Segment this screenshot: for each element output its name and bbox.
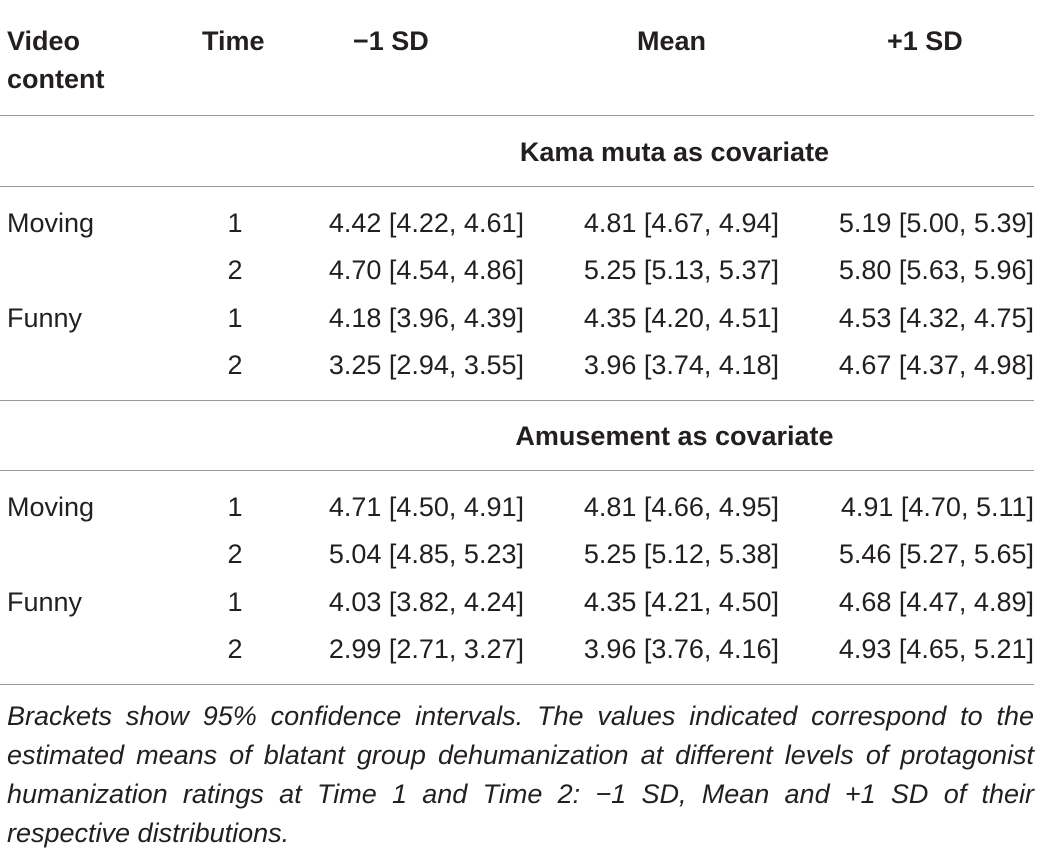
cell-video: Funny — [7, 587, 83, 617]
cell-time: 2 — [227, 539, 243, 569]
cell-mean: 5.25 [5.12, 5.38] — [583, 539, 779, 569]
cell-mean: 5.25 [5.13, 5.37] — [583, 255, 779, 285]
header-minus-sd: −1 SD — [353, 26, 429, 56]
cell-plus-sd: 5.46 [5.27, 5.65] — [838, 539, 1034, 569]
cell-mean: 4.81 [4.67, 4.94] — [583, 208, 779, 238]
table-row — [0, 626, 1041, 673]
header-time: Time — [202, 26, 265, 56]
cell-minus-sd: 4.18 [3.96, 4.39] — [328, 303, 524, 333]
cell-video: Funny — [7, 303, 83, 333]
cell-plus-sd: 4.53 [4.32, 4.75] — [838, 303, 1034, 333]
cell-plus-sd: 4.93 [4.65, 5.21] — [838, 634, 1034, 664]
cell-minus-sd: 4.71 [4.50, 4.91] — [328, 492, 524, 522]
header-video-content-line1: Video — [7, 26, 81, 56]
table-row — [0, 295, 1041, 342]
rule-table-bottom — [0, 684, 1034, 685]
table-row — [0, 247, 1041, 294]
cell-mean: 3.96 [3.74, 4.18] — [583, 350, 779, 380]
cell-mean: 4.35 [4.20, 4.51] — [583, 303, 779, 333]
header-video-content-line2: content — [7, 64, 105, 94]
table-row — [0, 484, 1041, 531]
cell-minus-sd: 3.25 [2.94, 3.55] — [328, 350, 524, 380]
cell-time: 1 — [227, 303, 243, 333]
cell-plus-sd: 4.68 [4.47, 4.89] — [838, 587, 1034, 617]
table-row — [0, 200, 1041, 247]
cell-video: Moving — [7, 208, 95, 238]
header-video-content — [7, 22, 105, 98]
cell-minus-sd: 4.70 [4.54, 4.86] — [328, 255, 524, 285]
cell-time: 1 — [227, 587, 243, 617]
rule-section-2 — [0, 470, 1034, 471]
cell-plus-sd: 5.80 [5.63, 5.96] — [838, 255, 1034, 285]
table-footnote: Brackets show 95% confidence intervals. The values indicated correspond to the estimated means of blatant group dehumanization at different levels of protagonist humanization ratings at Time 1 and Time 2: −1 SD, Mean and +1 SD of their respective distributions. — [7, 701, 1034, 848]
table-row — [0, 342, 1041, 389]
cell-time: 2 — [227, 634, 243, 664]
cell-plus-sd: 5.19 [5.00, 5.39] — [838, 208, 1034, 238]
cell-time: 1 — [227, 208, 243, 238]
cell-time: 2 — [227, 255, 243, 285]
cell-mean: 4.35 [4.21, 4.50] — [583, 587, 779, 617]
cell-mean: 3.96 [3.76, 4.16] — [583, 634, 779, 664]
cell-video: Moving — [7, 492, 95, 522]
cell-plus-sd: 4.67 [4.37, 4.98] — [838, 350, 1034, 380]
rule-section-break — [0, 400, 1034, 401]
cell-minus-sd: 2.99 [2.71, 3.27] — [328, 634, 524, 664]
cell-plus-sd: 4.91 [4.70, 5.11] — [840, 492, 1034, 522]
rule-header — [0, 115, 1034, 116]
cell-mean: 4.81 [4.66, 4.95] — [583, 492, 779, 522]
header-plus-sd: +1 SD — [887, 26, 963, 56]
cell-minus-sd: 5.04 [4.85, 5.23] — [328, 539, 524, 569]
section-title-kama-muta: Kama muta as covariate — [519, 137, 830, 167]
cell-time: 2 — [227, 350, 243, 380]
header-mean: Mean — [637, 26, 707, 56]
table-row — [0, 579, 1041, 626]
cell-time: 1 — [227, 492, 243, 522]
section-title-amusement: Amusement as covariate — [515, 421, 834, 451]
cell-minus-sd: 4.42 [4.22, 4.61] — [328, 208, 524, 238]
table-row — [0, 531, 1041, 578]
cell-minus-sd: 4.03 [3.82, 4.24] — [328, 587, 524, 617]
rule-section-1 — [0, 186, 1034, 187]
